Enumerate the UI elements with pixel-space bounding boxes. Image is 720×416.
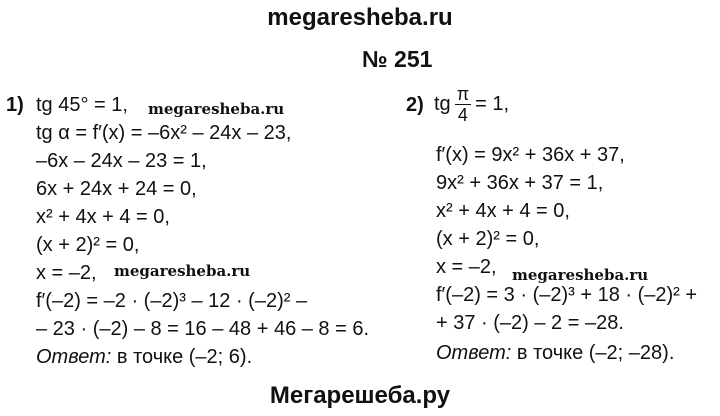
answer-line bbox=[36, 346, 252, 368]
tangent-equation bbox=[434, 80, 509, 128]
answer-line bbox=[436, 342, 674, 364]
solution-line: x² + 4x + 4 = 0, bbox=[436, 200, 570, 222]
site-header: megaresheba.ru bbox=[267, 4, 453, 31]
fraction-numerator: π bbox=[456, 84, 470, 105]
solution-line: (x + 2)² = 0, bbox=[436, 228, 540, 250]
watermark: megaresheba.ru bbox=[148, 100, 285, 118]
solution-line: x = –2, bbox=[436, 256, 497, 278]
solution-line: –6x – 24x – 23 = 1, bbox=[36, 150, 207, 172]
solution-line: tg α = f′(x) = –6x² – 24x – 23, bbox=[36, 122, 292, 144]
problem-number: № 251 bbox=[362, 46, 433, 72]
fraction bbox=[455, 84, 471, 125]
solution-line: 6x + 24x + 24 = 0, bbox=[36, 178, 197, 200]
answer-label: Ответ: bbox=[36, 346, 112, 368]
solution-line: (x + 2)² = 0, bbox=[36, 234, 140, 256]
tg-prefix: tg bbox=[434, 93, 451, 115]
solution-line: x² + 4x + 4 = 0, bbox=[36, 206, 170, 228]
solution-line: x = –2, bbox=[36, 262, 97, 284]
part-2-label: 2) bbox=[406, 94, 424, 116]
solution-line: – 23 · (–2) – 8 = 16 – 48 + 46 – 8 = 6. bbox=[36, 318, 370, 340]
solution-line: tg 45° = 1, bbox=[36, 94, 128, 116]
answer-text: в точке (–2; 6). bbox=[111, 346, 253, 368]
part-1-label: 1) bbox=[6, 94, 24, 116]
tg-suffix: = 1, bbox=[475, 93, 510, 115]
solution-line: f′(–2) = 3 · (–2)³ + 18 · (–2)² + bbox=[436, 284, 698, 306]
watermark: megaresheba.ru bbox=[512, 266, 649, 284]
watermark: megaresheba.ru bbox=[114, 262, 251, 280]
solution-line: f′(–2) = –2 · (–2)³ – 12 · (–2)² – bbox=[36, 290, 308, 312]
fraction-denominator: 4 bbox=[457, 105, 468, 126]
solution-line: 9x² + 36x + 37 = 1, bbox=[436, 172, 604, 194]
site-footer: Мегарешеба.ру bbox=[269, 382, 451, 409]
solution-line: + 37 · (–2) – 2 = –28. bbox=[436, 312, 624, 334]
answer-text: в точке (–2; –28). bbox=[511, 342, 675, 364]
solution-line: f′(x) = 9x² + 36x + 37, bbox=[436, 144, 625, 166]
answer-label: Ответ: bbox=[436, 342, 512, 364]
